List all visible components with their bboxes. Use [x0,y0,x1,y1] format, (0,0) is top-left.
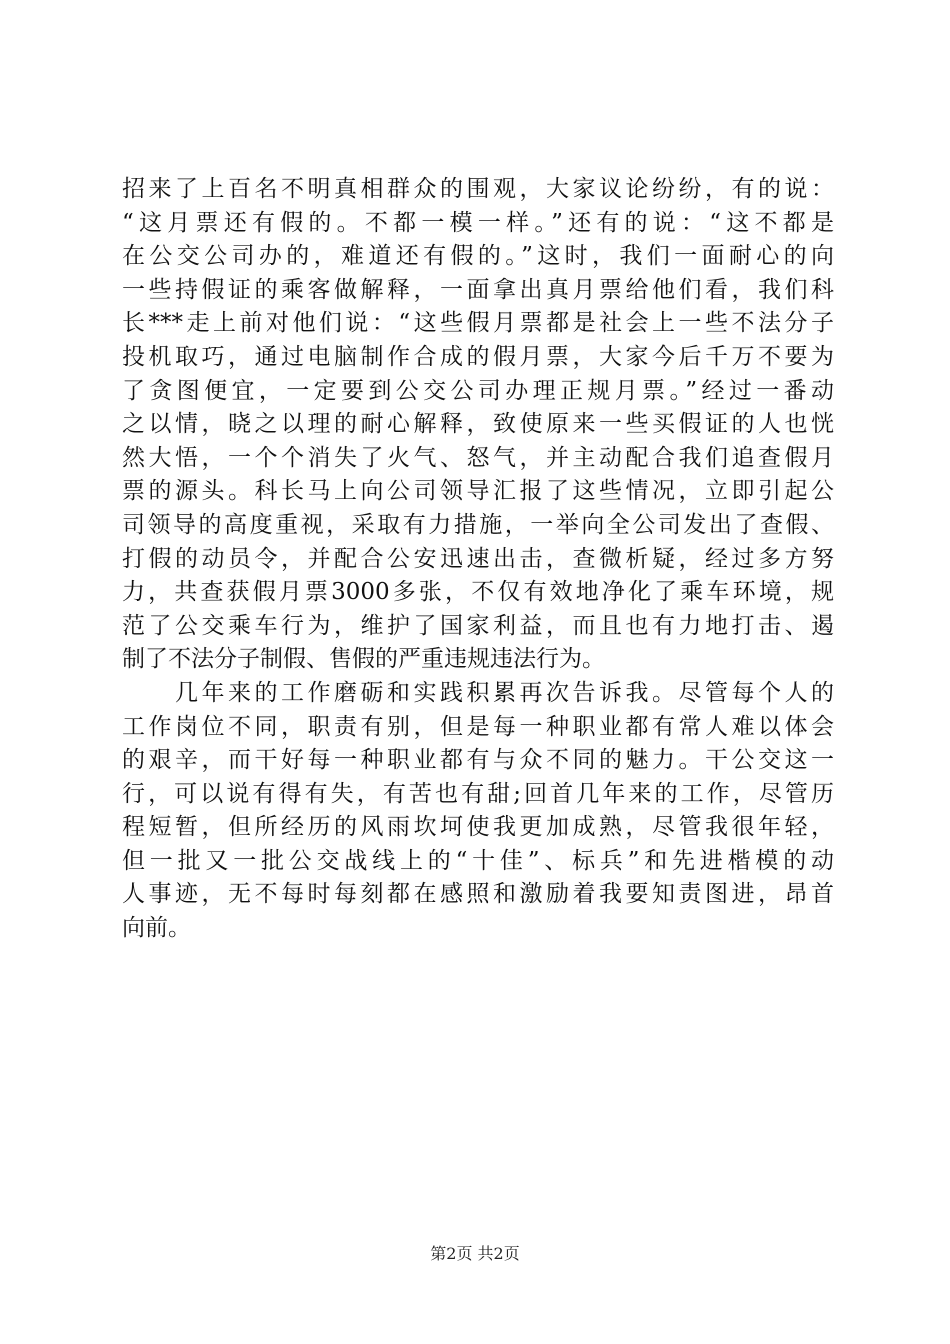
text-line: 几年来的工作磨砺和实践积累再次告诉我。尽管每个人的 [122,679,834,706]
text-line: 力，共查获假月票3000多张，不仅有效地净化了乘车环境，规 [122,579,834,606]
text-line: 程短暂，但所经历的风雨坎坷使我更加成熟，尽管我很年轻， [122,814,834,841]
text-line: 长***走上前对他们说：“这些假月票都是社会上一些不法分子 [122,310,834,337]
text-line: 范了公交乘车行为，维护了国家利益，而且也有力地打击、遏 [122,612,834,639]
text-line: 之以情，晓之以理的耐心解释，致使原来一些买假证的人也恍 [122,411,834,438]
text-line: 制了不法分子制假、售假的严重违规违法行为。 [122,646,605,673]
text-line: 工作岗位不同，职责有别，但是每一种职业都有常人难以体会 [122,713,834,740]
text-line: “这月票还有假的。不都一模一样。”还有的说：“这不都是 [122,209,834,236]
text-line: 投机取巧，通过电脑制作合成的假月票，大家今后千万不要为 [122,343,834,370]
text-line: 的艰辛，而干好每一种职业都有与众不同的魅力。干公交这一 [122,747,834,774]
text-line: 一些持假证的乘客做解释，一面拿出真月票给他们看，我们科 [122,276,834,303]
text-line: 然大悟，一个个消失了火气、怒气，并主动配合我们追查假月 [122,444,834,471]
page-footer: 第2页 共2页 [430,1244,520,1263]
text-line: 人事迹，无不每时每刻都在感照和激励着我要知责图进，昂首 [122,881,834,908]
text-line: 行，可以说有得有失，有苦也有甜;回首几年来的工作，尽管历 [122,780,834,807]
text-line: 打假的动员令，并配合公安迅速出击，查微析疑，经过多方努 [122,545,834,572]
text-line: 司领导的高度重视，采取有力措施，一举向全公司发出了查假、 [122,511,834,538]
document-body [122,173,834,946]
text-line: 招来了上百名不明真相群众的围观，大家议论纷纷，有的说： [122,176,834,202]
text-line: 但一批又一批公交战线上的“十佳”、标兵”和先进楷模的动 [122,847,834,874]
text-line: 在公交公司办的，难道还有假的。”这时，我们一面耐心的向 [122,243,834,270]
text-line: 票的源头。科长马上向公司领导汇报了这些情况，立即引起公 [122,478,834,505]
text-line: 了贪图便宜，一定要到公交公司办理正规月票。”经过一番动 [122,377,834,404]
text-line: 向前。 [122,915,191,942]
